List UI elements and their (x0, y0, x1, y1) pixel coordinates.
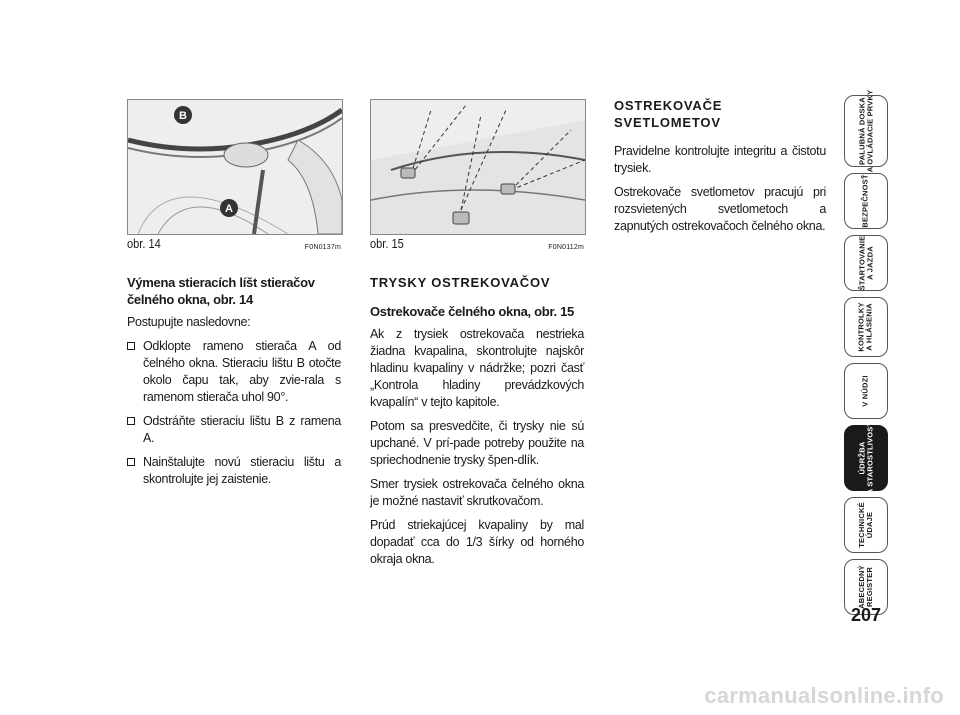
tab-index[interactable]: ABECEDNÝ REGISTER (844, 559, 888, 615)
figure-15-caption (370, 236, 584, 251)
wiper-illustration (128, 100, 342, 234)
tab-emergency[interactable]: V NÚDZI (844, 363, 888, 419)
tab-starting-driving[interactable]: ŠTARTOVANIE A JAZDA (844, 235, 888, 291)
paragraph: Smer trysiek ostrekovača čelného okna je možné nastaviť skrutkovačom. (370, 477, 584, 508)
section-title: OSTREKOVAČE SVETLOMETOV (614, 98, 723, 130)
figure-14-caption (127, 236, 341, 251)
column-wiper-replacement (127, 274, 341, 495)
list-item: Odklopte rameno stierača A od čelného okna. Stieraciu lištu B otočte okolo čapu tak, aby zvie-rala s ramenom stierača uhol 90°. (127, 338, 341, 406)
callout-b: B (179, 110, 187, 122)
watermark-text: carmanualsonline.info (704, 683, 944, 708)
figure-code: F0N0137m (304, 244, 341, 251)
figure-15-washer-jets (370, 99, 586, 235)
tab-warning-lights[interactable]: KONTROLKY A HLÁSENIA (844, 297, 888, 357)
paragraph: Pravidelne kontrolujte integritu a čistotu trysiek. (614, 144, 826, 175)
checkbox-bullet-icon (127, 417, 135, 425)
list-item: Nainštalujte novú stieraciu lištu a skontrolujte jej zaistenie. (127, 454, 341, 488)
page-number: 207 (850, 605, 882, 625)
section-title: TRYSKY OSTREKOVAČOV (370, 275, 551, 290)
intro-text: Postupujte nasledovne: (127, 315, 251, 329)
list-item: Odstráňte stieraciu lištu B z ramena A. (127, 413, 341, 447)
paragraph: Ak z trysiek ostrekovača nestrieka žiadna kvapalina, skontrolujte najskôr hladinu kvapaliny v nádržke; pozri časť „Kontrola hladiny prevádzkových kvapalín“ v tejto kapitole. (370, 327, 584, 409)
tab-maintenance[interactable]: ÚDRŽBA A STAROSTLIVOSŤ (844, 425, 888, 491)
paragraph: Ostrekovače svetlometov pracujú pri rozsvietených svetlometoch a zapnutých ostrekovačoch čelného okna. (614, 185, 826, 233)
figure-code: F0N0112m (548, 244, 584, 251)
column-washer-jets (370, 274, 584, 575)
callout-a: A (225, 203, 233, 215)
paragraph: Potom sa presvedčite, či trysky nie sú upchané. V prí-pade potreby použite na spriechodnenie trysky špen-dlík. (370, 419, 584, 467)
column-headlight-washers (614, 97, 826, 242)
subheading: Výmena stieracích líšt stieračov čelného okna, obr. 14 (127, 275, 315, 307)
figure-label: obr. 15 (370, 236, 404, 251)
subheading: Ostrekovače čelného okna, obr. 15 (370, 304, 574, 319)
checkbox-bullet-icon (127, 342, 135, 350)
steps-list (127, 338, 341, 488)
washer-jets-illustration (371, 100, 585, 234)
figure-label: obr. 14 (127, 236, 161, 251)
figure-14-wiper-blade (127, 99, 343, 235)
tab-safety[interactable]: BEZPEČNOSŤ (844, 173, 888, 229)
tab-technical-data[interactable]: TECHNICKÉ ÚDAJE (844, 497, 888, 553)
tab-dashboard[interactable]: PALUBNÁ DOSKA A OVLÁDACIE PRVKY (844, 95, 888, 167)
paragraph: Prúd striekajúcej kvapaliny by mal dopadať cca do 1/3 šírky od horného okraja okna. (370, 518, 584, 566)
checkbox-bullet-icon (127, 458, 135, 466)
